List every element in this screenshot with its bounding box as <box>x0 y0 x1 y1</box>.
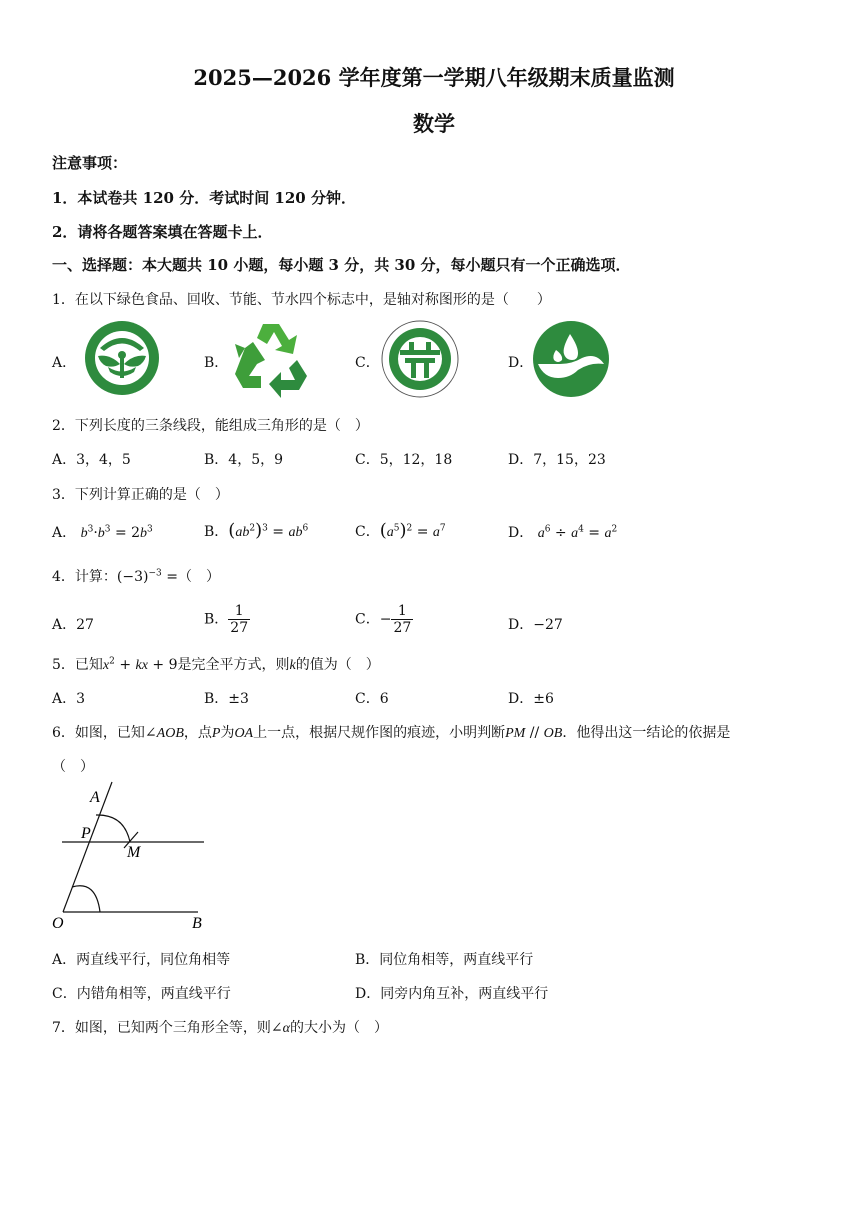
formula: k <box>289 658 296 673</box>
arc-at-o <box>72 886 100 912</box>
stem-text: 4．计算： <box>52 569 117 585</box>
option <box>355 603 413 636</box>
arc-at-p <box>96 815 130 842</box>
option-label: D． <box>508 355 534 371</box>
stem-text: 7．如图，已知两个三角形全等，则 <box>52 1020 271 1036</box>
option-label: A． <box>52 617 77 633</box>
option <box>204 520 308 541</box>
section-heading: 一、选择题：本大题共 10 小题，每小题 3 分，共 30 分，每小题只有一个正确选项． <box>52 256 631 274</box>
option-value: 27 <box>76 617 94 633</box>
option: A．两直线平行，同位角相等 <box>52 952 231 968</box>
label-o: O <box>52 915 64 932</box>
option-label: C． <box>355 524 380 540</box>
notes-heading: 注意事项： <box>52 154 128 172</box>
denominator: 27 <box>393 620 412 636</box>
option-label: C． <box>355 355 380 371</box>
option: B．±3 <box>204 691 249 707</box>
note-item: 2．请将各题答案填在答题卡上． <box>52 223 273 241</box>
question-6-stem <box>52 722 730 742</box>
question-3-stem: 3．下列计算正确的是（ ） <box>52 487 229 503</box>
energy-saving-logo-icon <box>381 320 459 398</box>
question-7-stem <box>52 1017 388 1037</box>
formula: $(-3)^{-3}$ <box>116 568 162 585</box>
formula: ∠AOB <box>144 725 184 741</box>
recycle-logo-icon <box>231 318 311 396</box>
option-label: A． <box>52 355 77 371</box>
label-b: B <box>192 915 202 932</box>
option: D．7，15，23 <box>508 452 606 468</box>
question-1-stem: 1．在以下绿色食品、回收、节能、节水四个标志中，是轴对称图形的是（ ） <box>52 292 551 308</box>
option: C．内错角相等，两直线平行 <box>52 986 231 1002</box>
formula: OA <box>234 726 254 741</box>
minus-sign: − <box>379 611 392 628</box>
stem-text: 为 <box>220 725 235 741</box>
label-a: A <box>90 789 100 806</box>
option: C．5，12，18 <box>355 452 453 468</box>
option: C．6 <box>355 691 389 707</box>
formula: $b^3\cdot b^3 = 2b^3$ <box>80 524 153 541</box>
stem-text: ．他得出这一结论的依据是 <box>562 725 731 741</box>
question-4-stem <box>52 566 220 586</box>
question-2-stem: 2．下列长度的三条线段，能组成三角形的是（ ） <box>52 418 369 434</box>
stem-text: 上一点，根据尺规作图的痕迹，小明判断 <box>253 725 506 741</box>
option-value: −27 <box>533 617 563 633</box>
formula: $(a^5)^2 = a^7$ <box>379 520 446 541</box>
numerator: 1 <box>228 603 250 620</box>
formula: P <box>211 726 221 741</box>
option: D．±6 <box>508 691 554 707</box>
option <box>204 603 250 636</box>
option-label: C． <box>355 611 380 628</box>
option: B．同位角相等，两直线平行 <box>355 952 534 968</box>
option-label: D． <box>508 525 534 541</box>
option <box>508 522 617 542</box>
ray-oa <box>63 782 112 912</box>
question-6-paren: （ ） <box>52 759 94 775</box>
subject-title: 数学 <box>413 111 455 136</box>
option-label: B． <box>204 355 229 371</box>
option: A．3 <box>52 691 86 707</box>
option <box>52 614 94 634</box>
option <box>508 614 563 634</box>
stem-text: 6．如图，已知 <box>52 725 145 741</box>
option <box>52 522 153 542</box>
formula: PM // OB <box>505 725 563 741</box>
numerator: 1 <box>391 603 413 620</box>
option-label: B． <box>204 524 229 540</box>
formula: $a^6 \div a^4 = a^2$ <box>537 524 618 541</box>
formula: $(ab^2)^3 = ab^6$ <box>228 520 309 541</box>
stem-text: =（ ） <box>161 569 220 585</box>
stem-text: 是完全平方式，则 <box>177 657 290 673</box>
stem-text: ，点 <box>183 725 212 741</box>
stem-text: 的值为（ ） <box>295 657 380 673</box>
page-title: 2025—2026 学年度第一学期八年级期末质量监测 <box>193 65 675 90</box>
water-saving-logo-icon <box>532 320 610 398</box>
stem-text: 的大小为（ ） <box>290 1020 389 1036</box>
question-5-stem <box>52 654 380 674</box>
fraction <box>391 603 413 636</box>
option-label: B． <box>204 611 229 628</box>
option-label: A． <box>52 525 77 541</box>
fraction <box>228 603 250 636</box>
denominator: 27 <box>230 620 249 636</box>
option: B．4，5，9 <box>204 452 284 468</box>
option: D．同旁内角互补，两直线平行 <box>355 986 549 1002</box>
label-m: M <box>127 844 141 861</box>
option: A．3，4，5 <box>52 452 131 468</box>
option-label: D． <box>508 617 534 633</box>
formula: ∠α <box>270 1020 291 1036</box>
label-p: P <box>81 825 91 842</box>
formula: $x^2$ + kx + 9 <box>102 656 178 673</box>
note-item: 1．本试卷共 120 分．考试时间 120 分钟． <box>52 189 356 207</box>
construction-figure <box>50 780 220 940</box>
stem-text: 5．已知 <box>52 657 103 673</box>
green-food-logo-icon <box>84 320 160 396</box>
option <box>355 520 446 541</box>
